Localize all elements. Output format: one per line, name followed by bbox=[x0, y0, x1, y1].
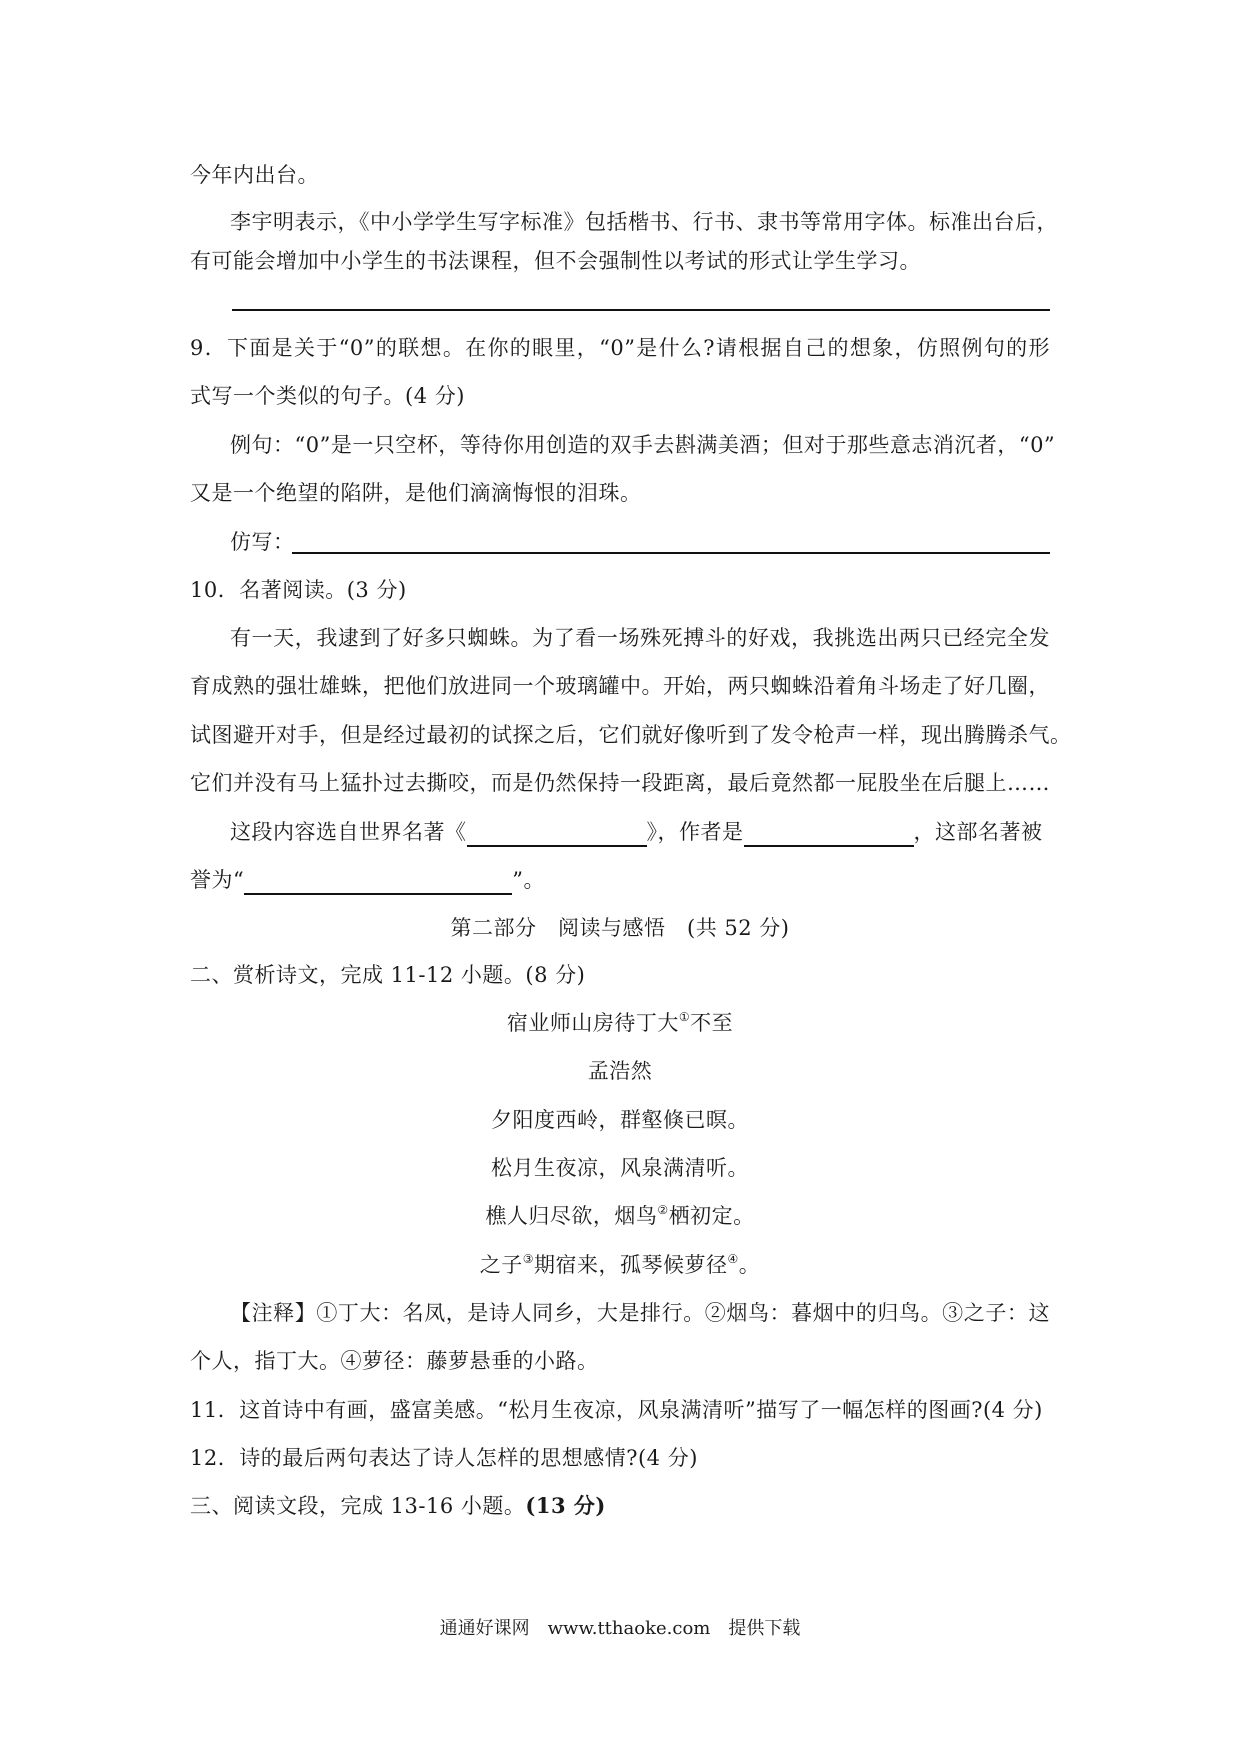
passage-line: 它们并没有马上猛扑过去撕咬，而是仍然保持一段距离，最后竟然都一屁股坐在后腿上…… bbox=[190, 771, 1050, 795]
question-11: 11．这首诗中有画，盛富美感。“松月生夜凉，风泉满清听”描写了一幅怎样的图画?(4 分) bbox=[190, 1398, 1043, 1422]
question-9-line: 9．下面是关于“0”的联想。在你的眼里，“0”是什么?请根据自己的想象，仿照例句的形 bbox=[190, 336, 1050, 360]
poem-author: 孟浩然 bbox=[587, 1059, 653, 1083]
poem-text: 栖初定。 bbox=[668, 1204, 755, 1228]
fill-text: ”。 bbox=[512, 868, 545, 892]
section-3-score: (13 分) bbox=[525, 1493, 606, 1518]
fill-text: ，这部名著被 bbox=[913, 820, 1043, 844]
example-line: 又是一个绝望的陷阱，是他们滴滴悔恨的泪珠。 bbox=[190, 481, 642, 505]
question-12: 12．诗的最后两句表达了诗人怎样的思想感情?(4 分) bbox=[190, 1446, 698, 1470]
paragraph-line: 李宇明表示，《中小学学生写字标准》包括楷书、行书、隶书等常用字体。标准出台后， bbox=[230, 210, 1058, 234]
passage-line: 育成熟的强壮雄蛛，把他们放进同一个玻璃罐中。开始，两只蜘蛛沿着角斗场走了好几圈， bbox=[190, 674, 1050, 698]
poem-title bbox=[0, 1008, 1240, 1038]
paragraph-line: 有可能会增加中小学生的书法课程，但不会强制性以考试的形式让学生学习。 bbox=[190, 249, 921, 273]
poem-title-text: 不至 bbox=[690, 1011, 734, 1035]
answer-line bbox=[292, 552, 1050, 554]
fill-text: 誉为“ bbox=[190, 868, 245, 892]
reputation-blank bbox=[244, 871, 512, 895]
page-footer: 通通好课网 www.tthaoke.com 提供下载 bbox=[439, 1618, 801, 1639]
poem-line bbox=[0, 1250, 1240, 1280]
fill-blank-line bbox=[190, 865, 545, 895]
note-line: 【注释】①丁大：名凤，是诗人同乡，大是排行。②烟鸟：暮烟中的归鸟。③之子：这 bbox=[230, 1301, 1050, 1325]
footnote-marker: ① bbox=[678, 1010, 691, 1024]
part-2-title: 第二部分 阅读与感悟 (共 52 分) bbox=[450, 916, 790, 940]
book-title-blank bbox=[467, 823, 647, 847]
section-2-title: 二、赏析诗文，完成 11-12 小题。(8 分) bbox=[190, 963, 586, 987]
question-9-line: 式写一个类似的句子。(4 分) bbox=[190, 384, 465, 408]
poem-text: 期宿来，孤琴候萝径 bbox=[534, 1253, 728, 1277]
paragraph-line: 今年内出台。 bbox=[190, 163, 319, 187]
fill-text: 》，作者是 bbox=[646, 820, 744, 844]
poem-line bbox=[0, 1201, 1240, 1231]
section-3-title bbox=[190, 1491, 606, 1521]
imitate-label: 仿写： bbox=[230, 530, 295, 554]
example-line: 例句：“0”是一只空杯，等待你用创造的双手去斟满美酒；但对于那些意志消沉者，“0” bbox=[230, 433, 1056, 457]
fill-text: 这段内容选自世界名著《 bbox=[230, 820, 467, 844]
poem-title-text: 宿业师山房待丁大 bbox=[506, 1011, 679, 1035]
passage-line: 有一天，我逮到了好多只蜘蛛。为了看一场殊死搏斗的好戏，我挑选出两只已经完全发 bbox=[230, 626, 1050, 650]
poem-text: 之子 bbox=[479, 1253, 523, 1277]
footnote-marker: ④ bbox=[727, 1252, 739, 1266]
section-3-text: 三、阅读文段，完成 13-16 小题。 bbox=[190, 1494, 526, 1518]
answer-line bbox=[232, 309, 1050, 311]
footnote-marker: ③ bbox=[522, 1252, 534, 1266]
poem-line: 松月生夜凉，风泉满清听。 bbox=[491, 1156, 749, 1180]
footnote-marker: ② bbox=[657, 1203, 669, 1217]
question-10-title: 10．名著阅读。(3 分) bbox=[190, 578, 407, 602]
author-blank bbox=[744, 823, 914, 847]
poem-text: 。 bbox=[738, 1253, 761, 1277]
fill-blank-line bbox=[230, 817, 1043, 847]
poem-text: 樵人归尽欲，烟鸟 bbox=[485, 1204, 658, 1228]
passage-line: 试图避开对手，但是经过最初的试探之后，它们就好像听到了发令枪声一样，现出腾腾杀气。 bbox=[190, 723, 1072, 747]
note-line: 个人，指丁大。④萝径：藤萝悬垂的小路。 bbox=[190, 1349, 599, 1373]
poem-line: 夕阳度西岭，群壑倏已暝。 bbox=[491, 1108, 749, 1132]
